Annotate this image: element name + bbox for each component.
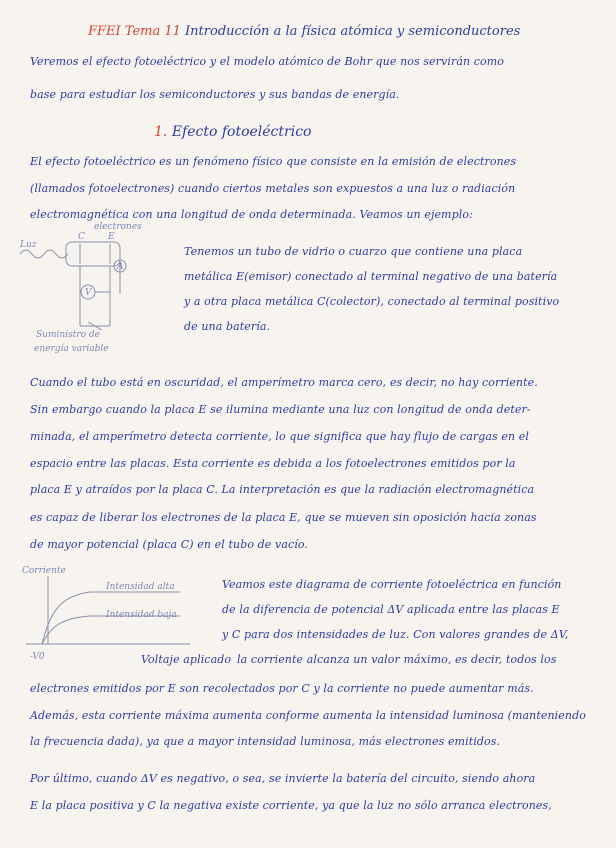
glass-tube bbox=[66, 242, 120, 266]
paragraph-line: la corriente alcanza un valor máximo, es decir, todos los bbox=[237, 653, 557, 666]
label-high-intensity: Intensidad alta bbox=[106, 582, 175, 592]
label-e: E bbox=[108, 232, 115, 242]
paragraph-line: electromagnética con una longitud de onda determinada. Veamos un ejemplo: bbox=[30, 208, 473, 221]
label-v0: -V0 bbox=[30, 652, 45, 662]
paragraph-line: electrones emitidos por E son recolectados por C y la corriente no puede aumentar más. bbox=[30, 682, 534, 695]
label-voltmeter: V bbox=[85, 288, 92, 298]
paragraph-line: El efecto fotoeléctrico es un fenómeno físico que consiste en la emisión de electrones bbox=[30, 155, 517, 168]
paragraph-line: Cuando el tubo está en oscuridad, el amperímetro marca cero, es decir, no hay corriente. bbox=[30, 376, 538, 389]
section-heading bbox=[154, 124, 311, 140]
paragraph-line: de una batería. bbox=[184, 320, 271, 333]
title-code: FFEI Tema 11 bbox=[88, 24, 181, 39]
title-text: Introducción a la física atómica y semiconductores bbox=[185, 24, 521, 39]
paragraph-line: y a otra placa metálica C(colector), conectado al terminal positivo bbox=[184, 295, 560, 308]
label-low-intensity: Intensidad baja bbox=[106, 610, 177, 620]
paragraph-line: Sin embargo cuando la placa E se ilumina mediante una luz con longitud de onda deter- bbox=[30, 403, 531, 416]
section-number: 1. bbox=[154, 124, 168, 140]
paragraph-line: Tenemos un tubo de vidrio o cuarzo que contiene una placa bbox=[184, 245, 523, 258]
paragraph-line: de mayor potencial (placa C) en el tubo de vacío. bbox=[30, 538, 308, 551]
paragraph-line: la frecuencia dada), ya que a mayor intensidad luminosa, más electrones emitidos. bbox=[30, 735, 501, 748]
label-source: Suministro de bbox=[36, 330, 100, 340]
paragraph-line: de la diferencia de potencial ΔV aplicada entre las placas E bbox=[222, 603, 560, 616]
label-current: Corriente bbox=[22, 566, 66, 576]
label-source: energía variable bbox=[34, 344, 109, 354]
paragraph-line: y C para dos intensidades de luz. Con valores grandes de ΔV, bbox=[222, 628, 569, 641]
section-title: Efecto fotoeléctrico bbox=[171, 124, 312, 140]
light-wave bbox=[20, 250, 68, 258]
paragraph-line: minada, el amperímetro detecta corriente, lo que significa que hay flujo de cargas en el bbox=[30, 430, 529, 443]
paragraph-line: Además, esta corriente máxima aumenta conforme aumenta la intensidad luminosa (manteniendo bbox=[30, 709, 586, 722]
intro-line: base para estudiar los semiconductores y sus bandas de energía. bbox=[30, 88, 400, 101]
paragraph-line: E la placa positiva y C la negativa existe corriente, ya que la luz no sólo arranca electrones, bbox=[30, 799, 552, 812]
curve-low-intensity bbox=[42, 616, 180, 644]
label-c: C bbox=[78, 232, 85, 242]
paragraph-line: Veamos este diagrama de corriente fotoeléctrica en función bbox=[222, 578, 562, 591]
label-ammeter: A bbox=[117, 262, 124, 272]
label-electrones: electrones bbox=[94, 222, 142, 232]
paragraph-line: metálica E(emisor) conectado al terminal negativo de una batería bbox=[184, 270, 558, 283]
phototube-circuit-diagram bbox=[18, 222, 168, 362]
intro-line: Veremos el efecto fotoeléctrico y el modelo atómico de Bohr que nos servirán como bbox=[30, 55, 504, 68]
page-title bbox=[88, 24, 520, 39]
paragraph-line: placa E y atraídos por la placa C. La interpretación es que la radiación electromagnética bbox=[30, 483, 535, 496]
paragraph-line: espacio entre las placas. Esta corriente es debida a los fotoelectrones emitidos por la bbox=[30, 457, 516, 470]
label-voltage: Voltaje aplicado bbox=[141, 653, 232, 666]
paragraph-line: Por último, cuando ΔV es negativo, o sea, se invierte la batería del circuito, siendo ahora bbox=[30, 772, 536, 785]
label-luz: Luz bbox=[20, 240, 37, 250]
paragraph-line: (llamados fotoelectrones) cuando ciertos metales son expuestos a una luz o radiación bbox=[30, 182, 516, 195]
paragraph-line: es capaz de liberar los electrones de la placa E, que se mueven sin oposición hacia zonas bbox=[30, 511, 537, 524]
